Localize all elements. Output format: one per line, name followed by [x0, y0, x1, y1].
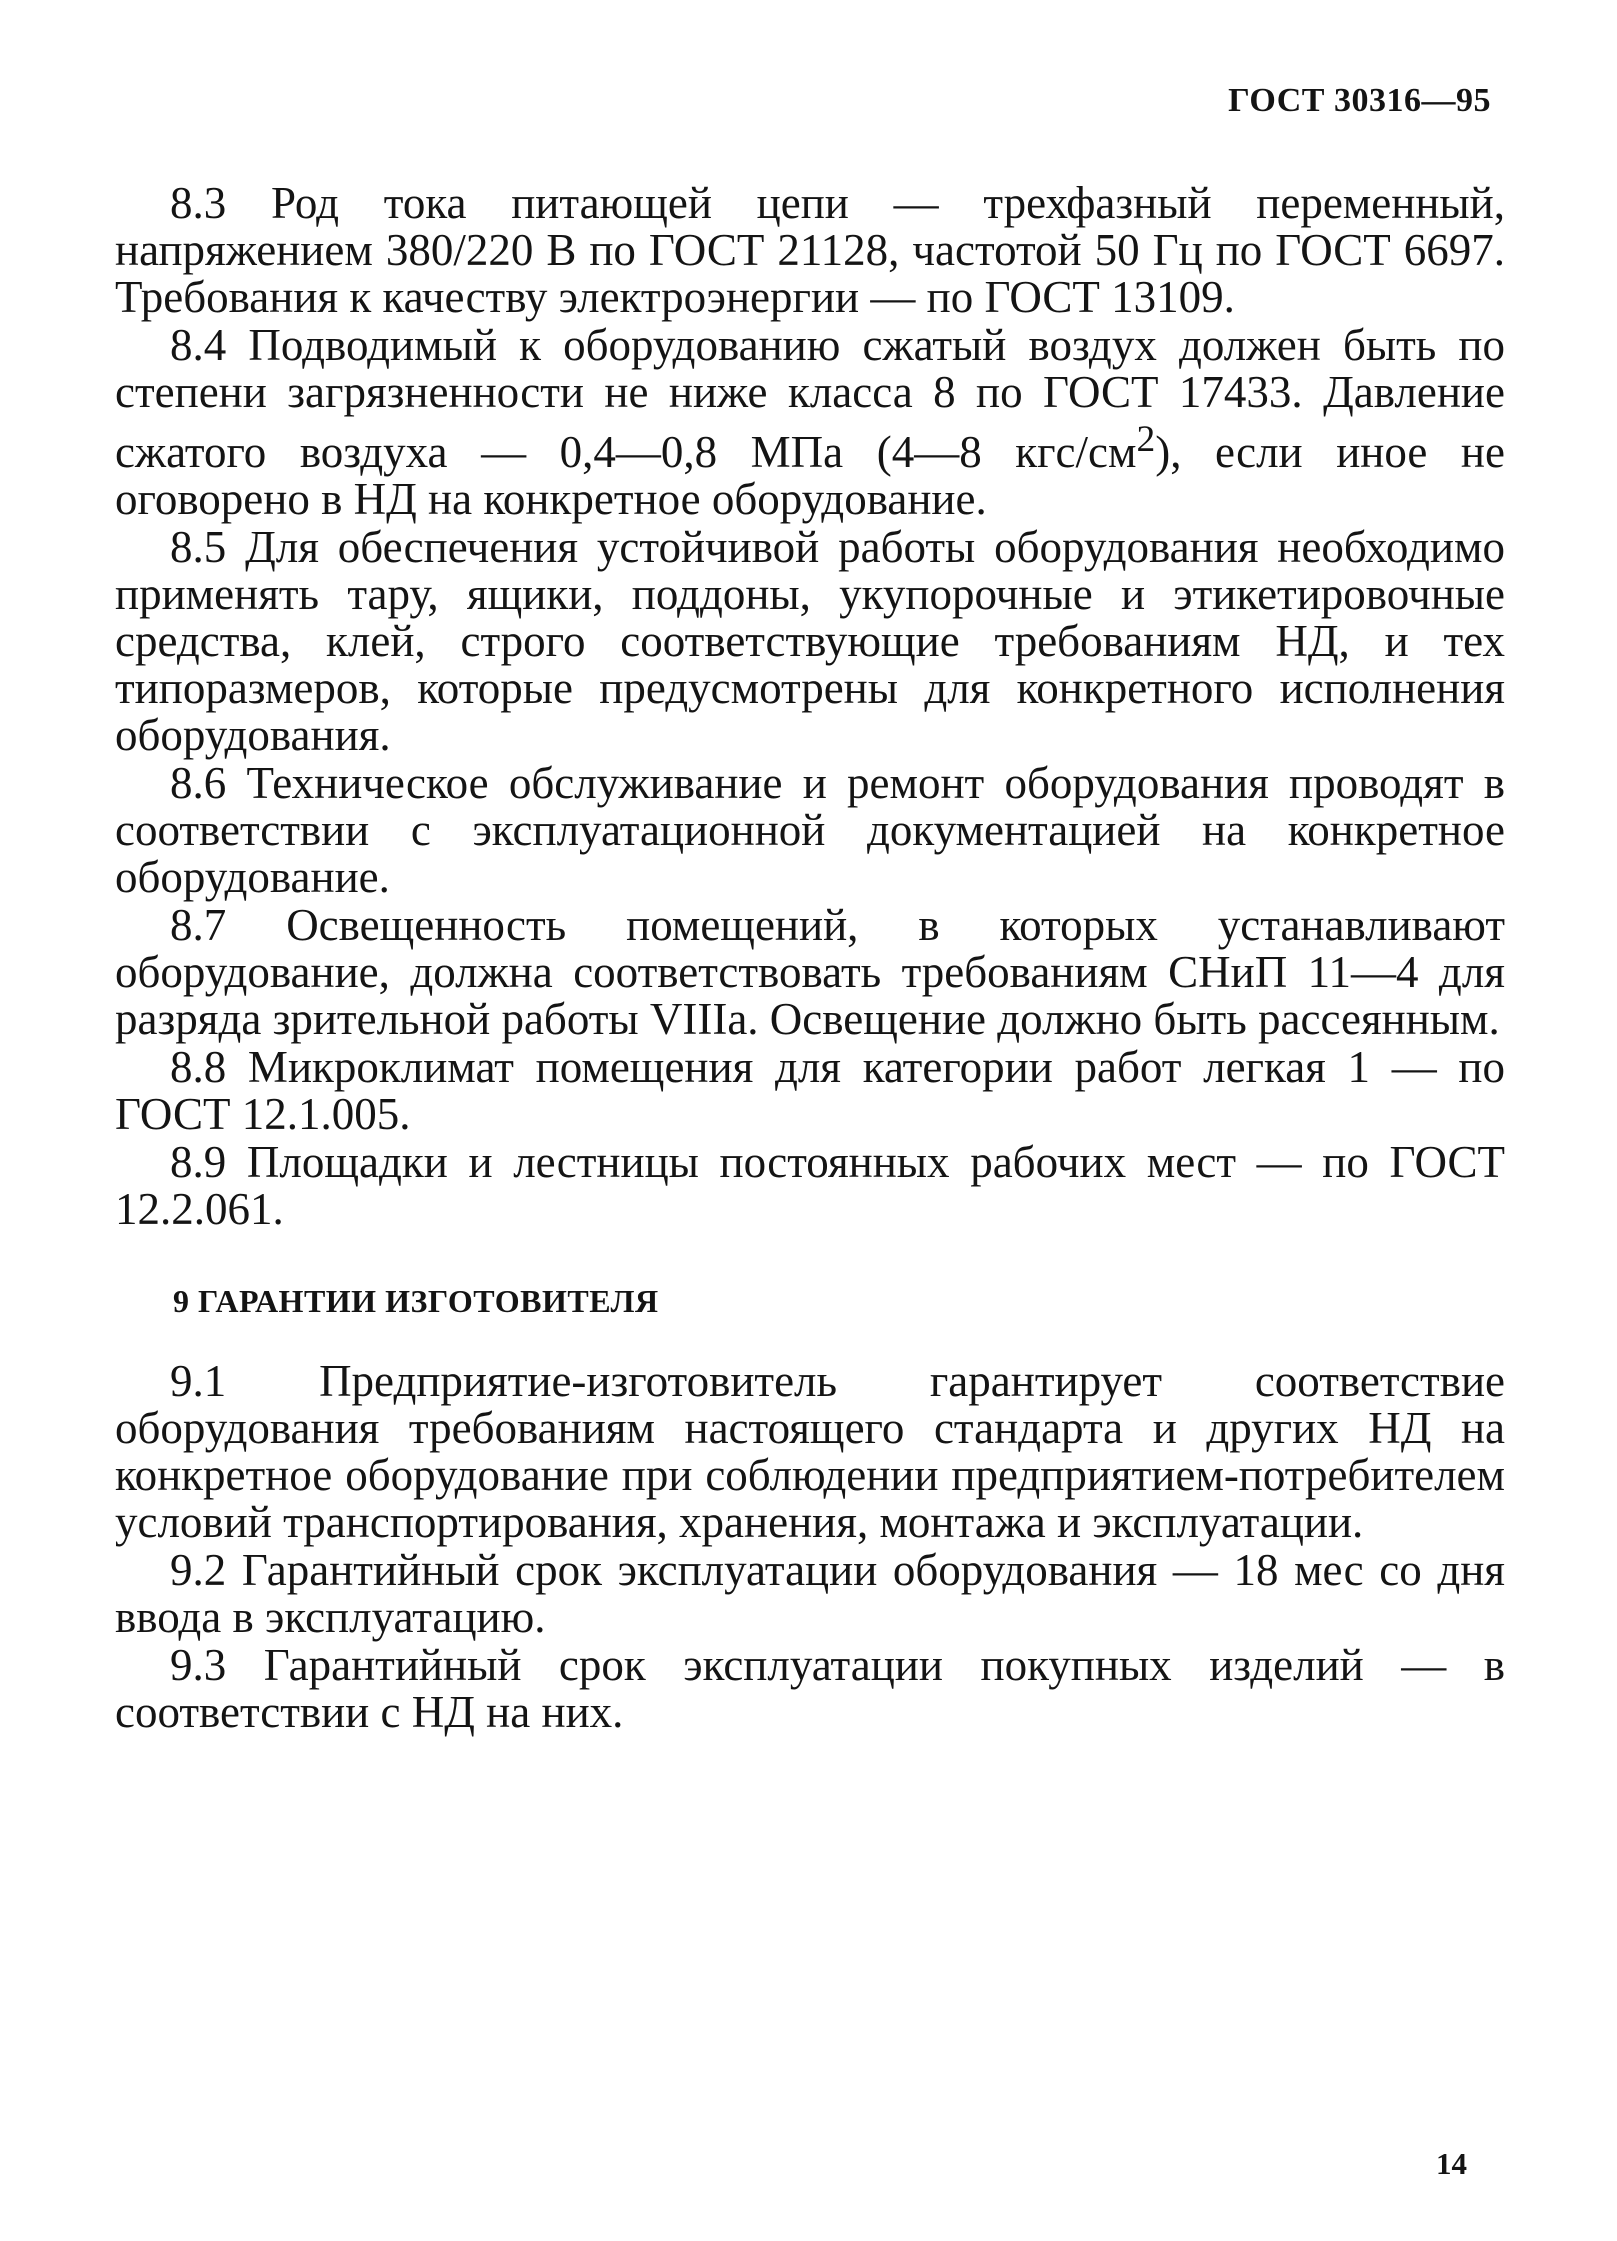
- section-9-title: 9 ГАРАНТИИ ИЗГОТОВИТЕЛЯ: [173, 1283, 659, 1319]
- paragraph-8-4-superscript: 2: [1136, 419, 1156, 460]
- paragraph-8-4: [115, 322, 1505, 523]
- paragraph-8-3: 8.3 Род тока питающей цепи — трехфазный переменный, напряжением 380/220 В по ГОСТ 21128, частотой 50 Гц по ГОСТ 6697. Требования к качеству электроэнергии — по ГОСТ 13109.: [115, 178, 1505, 322]
- paragraph-8-4-text-after: ), если иное не оговорено в НД на конкретное оборудование.: [115, 427, 1505, 524]
- paragraph-9-2: 9.2 Гарантийный срок эксплуатации оборудования — 18 мес со дня ввода в эксплуатацию.: [115, 1545, 1505, 1642]
- paragraph-8-4-text-before: 8.4 Подводимый к оборудованию сжатый воздух должен быть по степени загрязненности не ниже класса 8 по ГОСТ 17433. Давление сжатого воздуха — 0,4—0,8 МПа (4—8 кгс/см: [115, 320, 1505, 477]
- paragraph-8-9: 8.9 Площадки и лестницы постоянных рабочих мест — по ГОСТ 12.2.061.: [115, 1137, 1505, 1234]
- paragraph-9-1: 9.1 Предприятие-изготовитель гарантирует соответствие оборудования требованиям настоящего стандарта и других НД на конкретное оборудование при соблюдении предприятием-потребителем условий транспортирования, хранения, монтажа и эксплуатации.: [115, 1356, 1505, 1547]
- paragraph-9-3: 9.3 Гарантийный срок эксплуатации покупных изделий — в соответствии с НД на них.: [115, 1640, 1505, 1737]
- paragraph-8-8: 8.8 Микроклимат помещения для категории работ легкая 1 — по ГОСТ 12.1.005.: [115, 1042, 1505, 1139]
- paragraph-8-7: 8.7 Освещенность помещений, в которых устанавливают оборудование, должна соответствовать требованиям СНиП 11—4 для разряда зрительной работы VIIIа. Освещение должно быть рассеянным.: [115, 900, 1505, 1044]
- paragraph-8-6: 8.6 Техническое обслуживание и ремонт оборудования проводят в соответствии с эксплуатационной документацией на конкретное оборудование.: [115, 758, 1505, 902]
- document-code-header: ГОСТ 30316—95: [1228, 82, 1491, 119]
- page-body: [115, 180, 1505, 1737]
- paragraph-8-5: 8.5 Для обеспечения устойчивой работы оборудования необходимо применять тару, ящики, поддоны, укупорочные и этикетировочные средства, клей, строго соответствующие требованиям НД, и тех типоразмеров, которые предусмотрены для конкретного исполнения оборудования.: [115, 522, 1505, 760]
- page-number: 14: [1436, 2146, 1467, 2181]
